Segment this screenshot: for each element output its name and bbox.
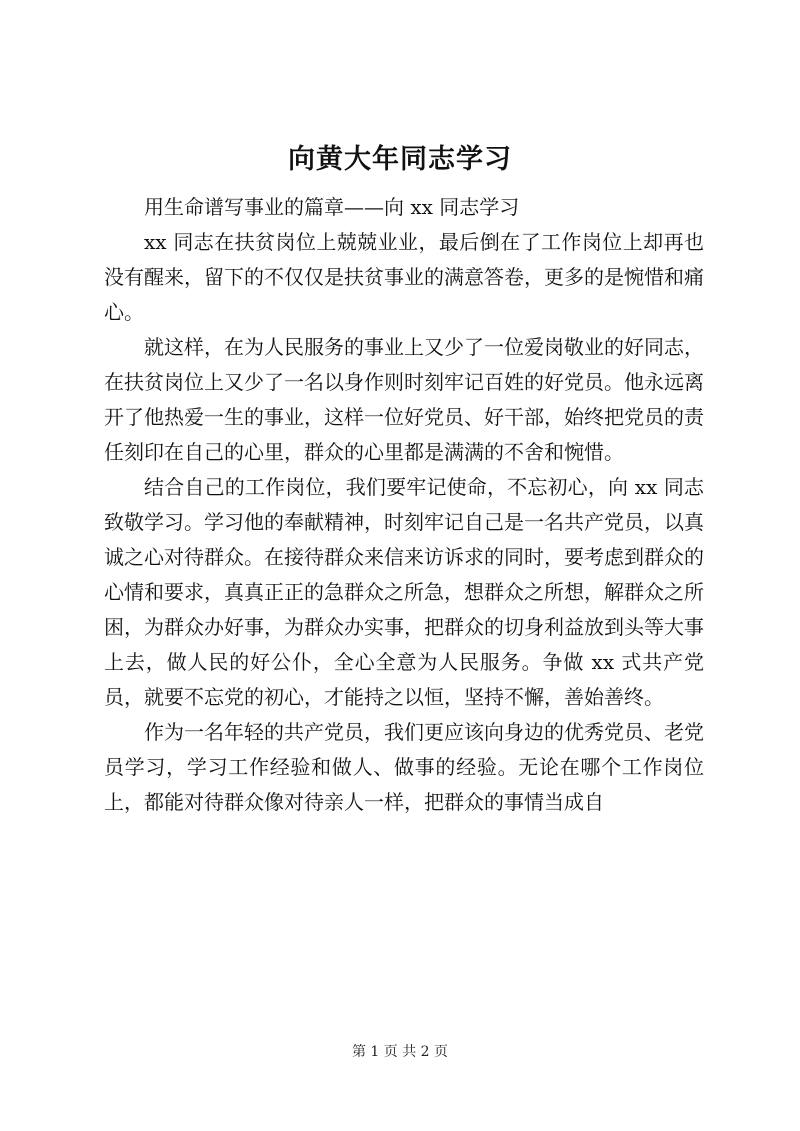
paragraph-4: 作为一名年轻的共产党员，我们更应该向身边的优秀党员、老党员学习，学习工作经验和做人、做事的经验。无论在哪个工作岗位上，都能对待群众像对待亲人一样，把群众的事情当成自 (104, 720, 704, 814)
document-title: 向黄大年同志学习 (288, 144, 512, 175)
document-subtitle: 用生命谱写事业的篇章——向 xx 同志学习 (144, 195, 520, 219)
paragraph-1: xx 同志在扶贫岗位上兢兢业业，最后倒在了工作岗位上却再也没有醒来，留下的不仅仅是扶贫事业的满意答卷，更多的是惋惜和痛心。 (104, 230, 704, 324)
page-footer: 第 1 页 共 2 页 (351, 1044, 449, 1060)
paragraph-2: 就这样，在为人民服务的事业上又少了一位爱岗敬业的好同志，在扶贫岗位上又少了一名以身作则时刻牢记百姓的好党员。他永远离开了他热爱一生的事业，这样一位好党员、好干部，始终把党员的责任刻印在自己的心里，群众的心里都是满满的不舍和惋惜。 (104, 335, 704, 464)
paragraph-3: 结合自己的工作岗位，我们要牢记使命，不忘初心，向 xx 同志致敬学习。学习他的奉献精神，时刻牢记自己是一名共产党员，以真诚之心对待群众。在接待群众来信来访诉求的同时，要考虑到群众的心情和要求，真真正正的急群众之所急，想群众之所想，解群众之所困，为群众办好事，为群众办实事，把群众的切身利益放到头等大事上去，做人民的好公仆，全心全意为人民服务。争做 xx 式共产党员，就要不忘党的初心，才能持之以恒，坚持不懈，善始善终。 (104, 475, 704, 709)
document-body (104, 190, 704, 820)
